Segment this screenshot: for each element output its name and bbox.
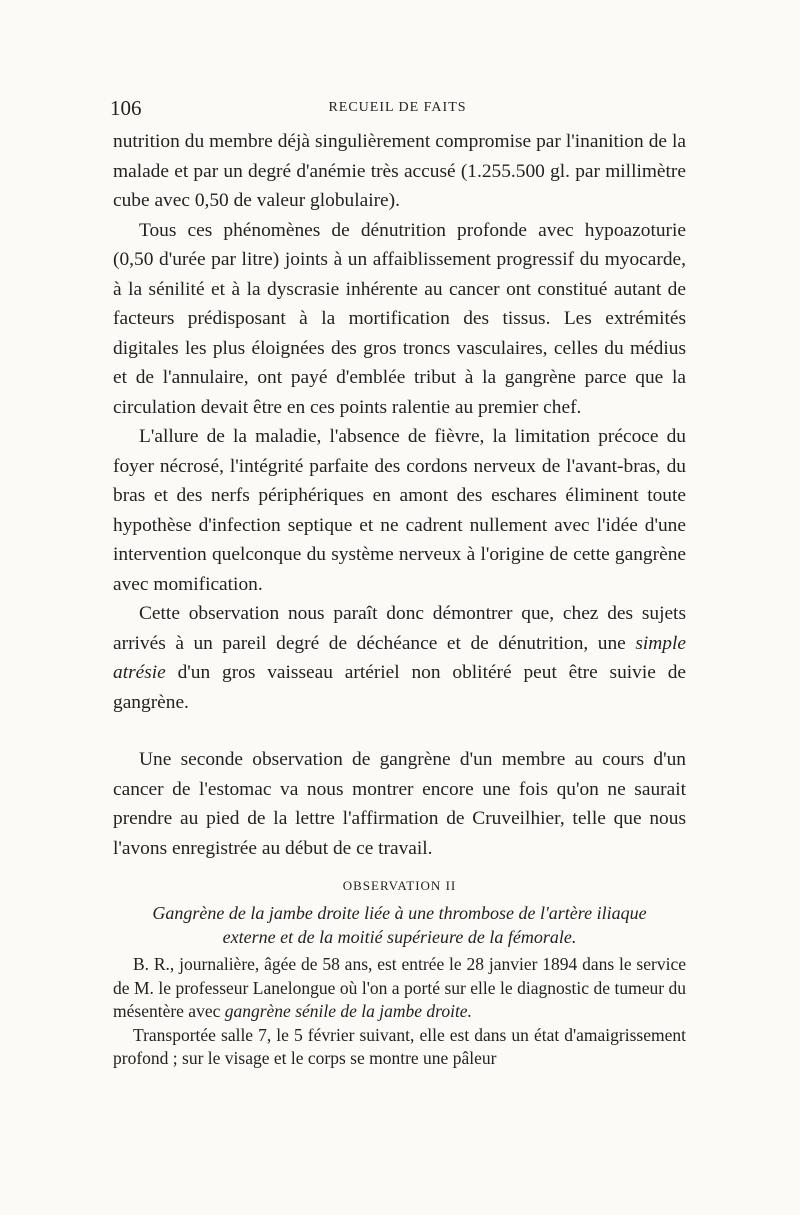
page-number: 106 <box>110 96 142 120</box>
emphasis-text: gangrène sénile de la jambe droite. <box>224 1001 472 1021</box>
page-header <box>110 96 685 126</box>
paragraph <box>113 599 686 717</box>
paragraph <box>113 953 686 1024</box>
paragraph: Transportée salle 7, le 5 février suivant, elle est dans un état d'amaigrissement profond ; sur le visage et le corps se montre une pâleur <box>113 1024 686 1068</box>
emphasis-text: simple atrésie <box>113 632 686 683</box>
observation-title-line: Gangrène de la jambe droite liée à une thrombose de l'artère iliaque <box>152 903 647 923</box>
paragraph-text: d'un gros vaisseau artériel non oblitéré peut être suivie de gangrène. <box>113 662 686 713</box>
observation-body <box>113 953 686 1071</box>
paragraph-text: Cette observation nous paraît donc démontrer que, chez des sujets arrivés à un pareil degré de déchéance et de dénutrition, une <box>113 603 686 654</box>
paragraph: nutrition du membre déjà singulièrement compromise par l'inanition de la malade et par un degré d'anémie très accusé (1.255.500 gl. par millimètre cube avec 0,50 de valeur globulaire). <box>113 131 686 211</box>
paragraph: L'allure de la maladie, l'absence de fièvre, la limitation précoce du foyer nécrosé, l'intégrité parfaite des cordons nerveux de l'avant-bras, du bras et des nerfs périphériques en amont des eschares éliminent toute hypothèse d'infection septique et ne cadrent nullement avec l'idée d'une intervention quelconque du système nerveux à l'origine de cette gangrène avec momification. <box>113 426 686 595</box>
page-body <box>113 127 686 1071</box>
paragraph: Tous ces phénomènes de dénutrition profonde avec hypoazoturie (0,50 d'urée par litre) joints à un affaiblissement progressif du myocarde, à la sénilité et à la dyscrasie inhérente au cancer ont constitué autant de facteurs prédisposant à la mortification des tissus. Les extrémités digitales les plus éloignées des gros troncs vasculaires, celles du médius et de l'annulaire, ont payé d'emblée tribut à la gangrène parce que la circulation devait être en ces points ralentie au premier chef. <box>113 219 686 418</box>
observation-heading: OBSERVATION II <box>342 878 457 893</box>
section-gap <box>113 717 686 745</box>
running-title: RECUEIL DE FAITS <box>328 100 467 115</box>
observation-title <box>113 901 686 949</box>
observation-title-line: externe et de la moitié supérieure de la fémorale. <box>222 927 577 947</box>
paragraph-text: B. R., journalière, âgée de 58 ans, est entrée le 28 janvier 1894 dans le service de M. le professeur Lanelongue où l'on a porté sur elle le diagnostic de tumeur du mésentère avec <box>113 954 686 1021</box>
paragraph: Une seconde observation de gangrène d'un membre au cours d'un cancer de l'estomac va nous montrer encore une fois qu'on ne saurait prendre au pied de la lettre l'affirmation de Cruveilhier, telle que nous l'avons enregistrée au début de ce travail. <box>113 749 686 859</box>
